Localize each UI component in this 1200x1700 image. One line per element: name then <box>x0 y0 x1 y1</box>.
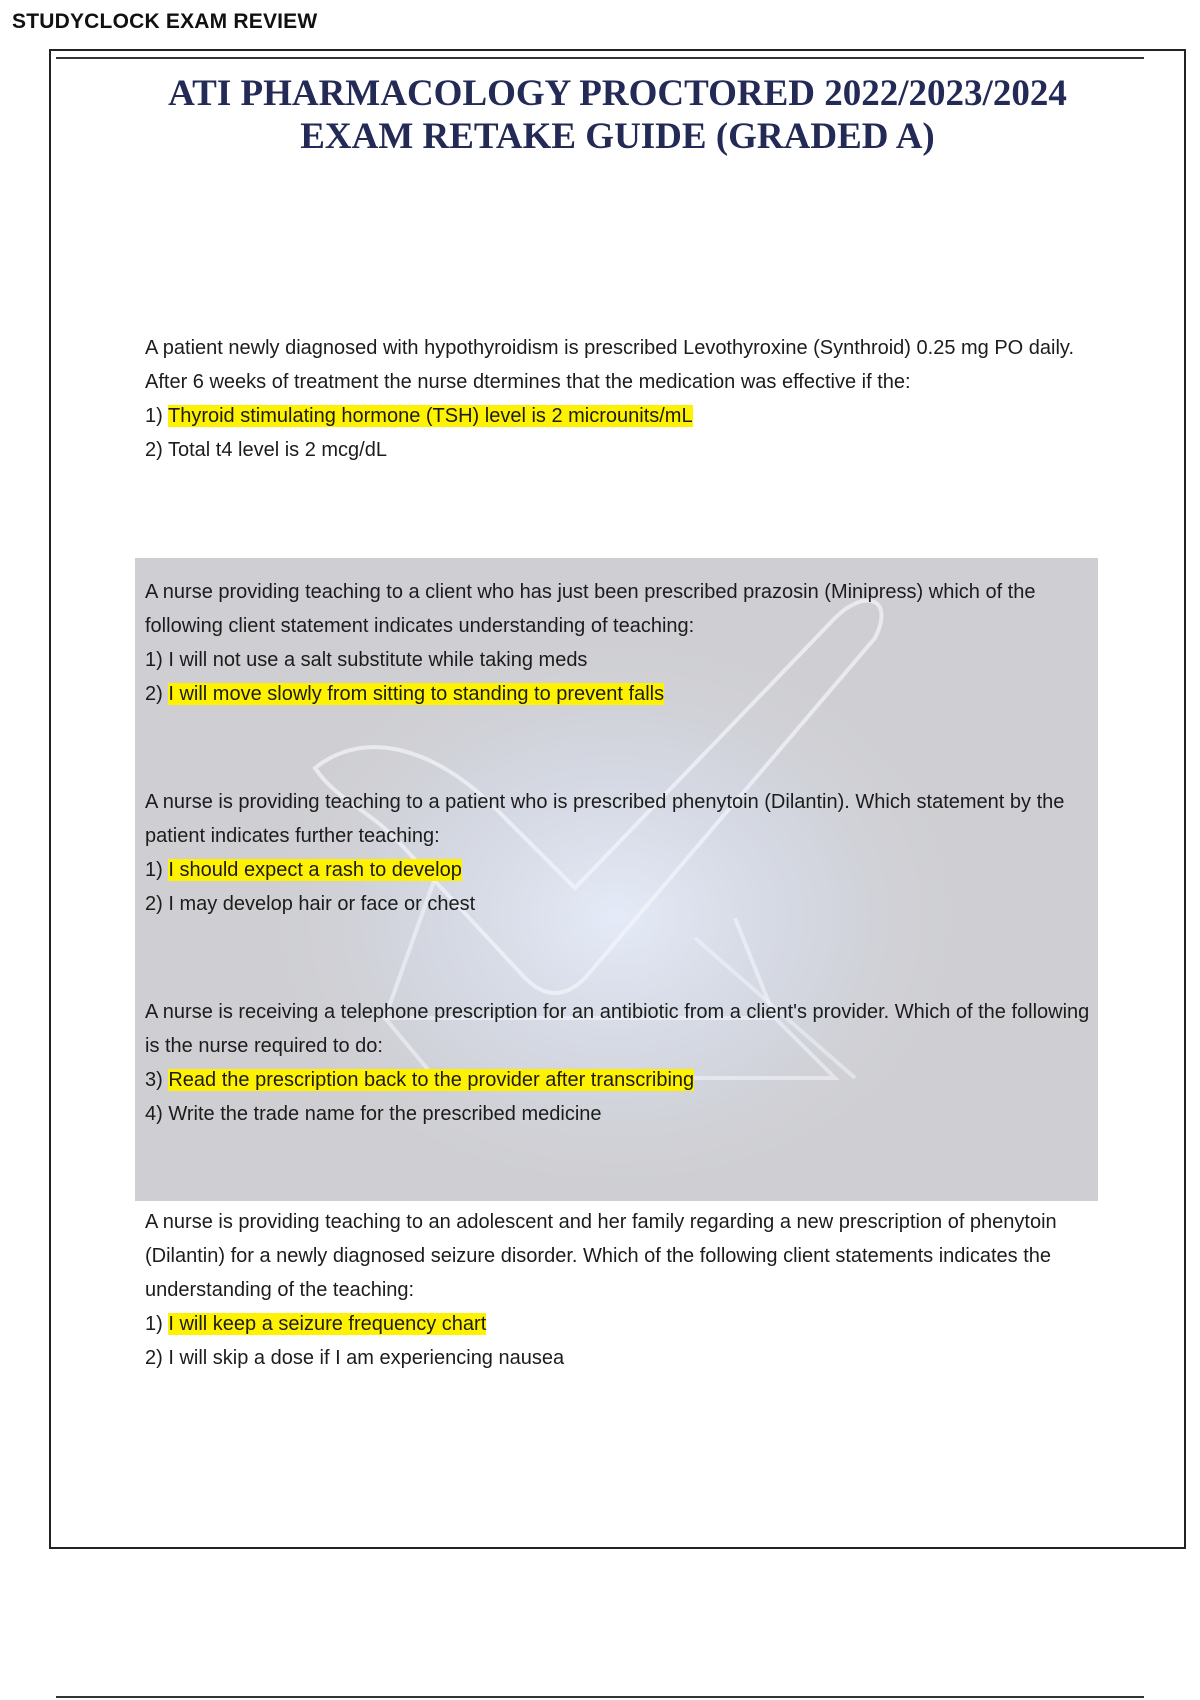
header-label: STUDYCLOCK EXAM REVIEW <box>12 10 318 33</box>
frame-top-divider <box>56 57 1144 59</box>
answer-option: 1) I should expect a rash to develop <box>145 859 462 881</box>
answer-option: 3) Read the prescription back to the provider after transcribing <box>145 1069 695 1091</box>
question-stem: A nurse is receiving a telephone prescription for an antibiotic from a client's provider. Which of the following is the nurse required to do: <box>145 1001 1090 1057</box>
highlighted-answer: I should expect a rash to develop <box>168 859 462 881</box>
answer-option: 1) I will keep a seizure frequency chart <box>145 1313 487 1335</box>
highlighted-answer: Thyroid stimulating hormone (TSH) level is 2 microunits/mL <box>167 405 693 427</box>
question-stem: A patient newly diagnosed with hypothyroidism is prescribed Levothyroxine (Synthroid) 0.25 mg PO daily. After 6 weeks of treatment the nurse dtermines that the medication was effective if the: <box>145 337 1074 393</box>
answer-option: 2) Total t4 level is 2 mcg/dL <box>145 439 387 461</box>
question-stem: A nurse providing teaching to a client who has just been prescribed prazosin (Minipress) which of the following client statement indicates understanding of teaching: <box>145 581 1036 637</box>
question-2 <box>145 575 1090 711</box>
question-stem: A nurse is providing teaching to an adolescent and her family regarding a new prescription of phenytoin (Dilantin) for a newly diagnosed seizure disorder. Which of the following client statements indicates the understanding of the teaching: <box>145 1211 1057 1301</box>
highlighted-answer: Read the prescription back to the provider after transcribing <box>168 1069 695 1091</box>
title-line-1: ATI PHARMACOLOGY PROCTORED 2022/2023/2024 <box>168 73 1067 114</box>
answer-option: 2) I will move slowly from sitting to standing to prevent falls <box>145 683 665 705</box>
document-title <box>80 72 1155 158</box>
question-1 <box>145 331 1090 467</box>
footer-divider <box>56 1696 1144 1698</box>
answer-option: 2) I will skip a dose if I am experiencing nausea <box>145 1347 565 1369</box>
title-line-2: EXAM RETAKE GUIDE (GRADED A) <box>300 116 935 157</box>
answer-option: 2) I may develop hair or face or chest <box>145 893 476 915</box>
answer-option: 4) Write the trade name for the prescribed medicine <box>145 1103 602 1125</box>
answer-option: 1) Thyroid stimulating hormone (TSH) level is 2 microunits/mL <box>145 405 693 427</box>
question-stem: A nurse is providing teaching to a patient who is prescribed phenytoin (Dilantin). Which statement by the patient indicates further teaching: <box>145 791 1065 847</box>
highlighted-answer: I will keep a seizure frequency chart <box>168 1313 487 1335</box>
answer-option: 1) I will not use a salt substitute while taking meds <box>145 649 588 671</box>
question-4 <box>145 995 1090 1131</box>
highlighted-answer: I will move slowly from sitting to standing to prevent falls <box>168 683 665 705</box>
question-3 <box>145 785 1090 921</box>
question-5 <box>145 1205 1090 1375</box>
